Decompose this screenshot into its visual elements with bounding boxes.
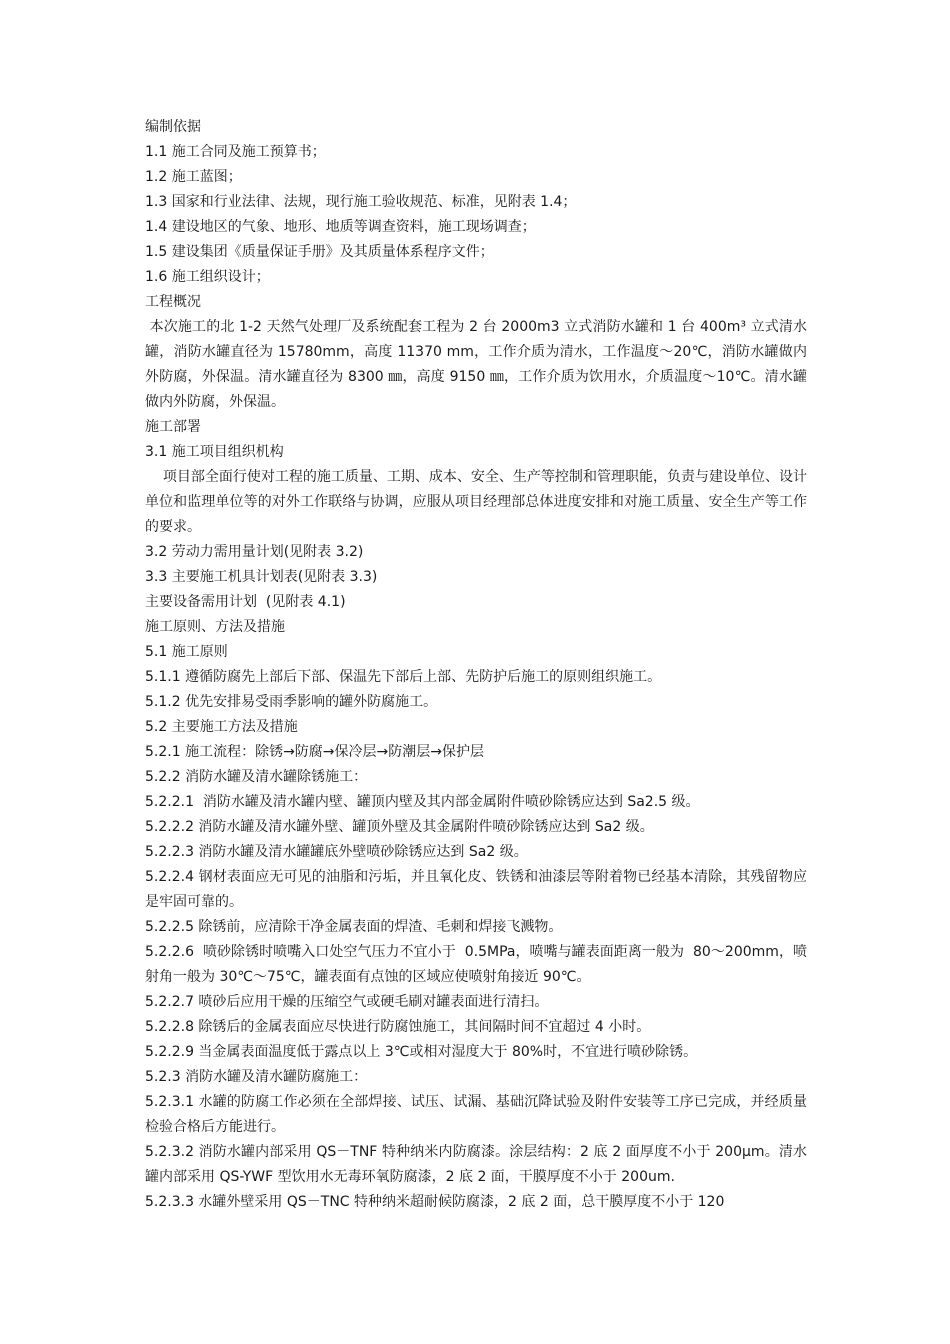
list-item: 5.2.2.2 消防水罐及清水罐外壁、罐顶外壁及其金属附件喷砂除锈应达到 Sa2 级。 (145, 819, 654, 835)
list-item: 5.1.2 优先安排易受雨季影响的罐外防腐施工。 (145, 694, 438, 710)
list-item: 5.2.2 消防水罐及清水罐除锈施工： (145, 769, 368, 785)
list-item: 5.2.2.7 喷砂后应用干燥的压缩空气或硬毛刷对罐表面进行清扫。 (145, 994, 549, 1010)
document-page (145, 115, 807, 1215)
subsection-heading: 5.1 施工原则 (145, 644, 228, 660)
subsection-heading: 3.1 施工项目组织机构 (145, 444, 284, 460)
list-item: 5.2.2.3 消防水罐及清水罐罐底外壁喷砂除锈应达到 Sa2 级。 (145, 844, 528, 860)
list-item: 5.2.1 施工流程：除锈→防腐→保冷层→防潮层→保护层 (145, 744, 484, 760)
section-heading: 主要设备需用计划 (见附表 4.1) (145, 594, 346, 610)
list-item: 5.2.3.3 水罐外壁采用 QS－TNC 特种纳米超耐候防腐漆，2 底 2 面，总干膜厚度不小于 120 (145, 1194, 725, 1210)
paragraph-5224: 5.2.2.4 钢材表面应无可见的油脂和污垢，并且氧化皮、铁锈和油漆层等附着物已经基本清除，其残留物应是牢固可靠的。 (145, 869, 807, 910)
paragraph-52331: 5.2.3.1 水罐的防腐工作必须在全部焊接、试压、试漏、基础沉降试验及附件安装等工序已完成，并经质量检验合格后方能进行。 (145, 1094, 807, 1135)
list-item: 5.1.1 遵循防腐先上部后下部、保温先下部后上部、先防护后施工的原则组织施工。 (145, 669, 662, 685)
list-item: 5.2.3 消防水罐及清水罐防腐施工： (145, 1069, 368, 1085)
subsection-heading: 5.2 主要施工方法及措施 (145, 719, 298, 735)
list-item: 1.6 施工组织设计； (145, 269, 270, 285)
list-item: 1.3 国家和行业法律、法规，现行施工验收规范、标准，见附表 1.4； (145, 194, 577, 210)
list-item: 3.2 劳动力需用量计划(见附表 3.2) (145, 544, 364, 560)
list-item: 5.2.2.8 除锈后的金属表面应尽快进行防腐蚀施工，其间隔时间不宜超过 4 小时。 (145, 1019, 651, 1035)
list-item: 1.5 建设集团《质量保证手册》及其质量体系程序文件； (145, 244, 494, 260)
section-heading: 施工部署 (145, 419, 201, 435)
section-heading: 编制依据 (145, 119, 201, 135)
section-heading: 施工原则、方法及措施 (145, 619, 285, 635)
list-item: 3.3 主要施工机具计划表(见附表 3.3) (145, 569, 378, 585)
overview-paragraph: 本次施工的北 1-2 天然气处理厂及系统配套工程为 2 台 2000m3 立式消防水罐和 1 台 400m³ 立式清水罐，消防水罐直径为 15780mm，高度 11370 mm，工作介质为清水，工作温度～20℃，消防水罐做内外防腐，外保温。清水罐直径为 8300 ㎜，高度 9150 ㎜，工作介质为饮用水，介质温度～10℃。清水罐做内外防腐，外保温。 (145, 319, 808, 410)
paragraph-52332: 5.2.3.2 消防水罐内部采用 QS－TNF 特种纳米内防腐漆。涂层结构：2 底 2 面厚度不小于 200μm。清水罐内部采用 QS-YWF 型饮用水无毒环氧防腐漆，2 底 2 面，干膜厚度不小于 200um. (145, 1144, 807, 1185)
paragraph-5226: 5.2.2.6 喷砂除锈时喷嘴入口处空气压力不宜小于 0.5MPa，喷嘴与罐表面距离一般为 80～200mm，喷射角一般为 30℃～75℃，罐表面有点蚀的区域应使喷射角接近 90℃。 (145, 944, 807, 985)
list-item: 1.4 建设地区的气象、地形、地质等调查资料，施工现场调查； (145, 219, 536, 235)
list-item: 5.2.2.9 当金属表面温度低于露点以上 3℃或相对湿度大于 80%时，不宜进行喷砂除锈。 (145, 1044, 698, 1060)
list-item: 1.1 施工合同及施工预算书； (145, 144, 326, 160)
org-paragraph: 项目部全面行使对工程的施工质量、工期、成本、安全、生产等控制和管理职能，负责与建设单位、设计单位和监理单位等的对外工作联络与协调，应服从项目经理部总体进度安排和对施工质量、安全生产等工作的要求。 (145, 469, 807, 535)
list-item: 1.2 施工蓝图； (145, 169, 242, 185)
list-item: 5.2.2.5 除锈前，应清除干净金属表面的焊渣、毛刺和焊接飞溅物。 (145, 919, 563, 935)
section-heading: 工程概况 (145, 294, 201, 310)
list-item: 5.2.2.1 消防水罐及清水罐内壁、罐顶内壁及其内部金属附件喷砂除锈应达到 Sa2.5 级。 (145, 794, 700, 810)
